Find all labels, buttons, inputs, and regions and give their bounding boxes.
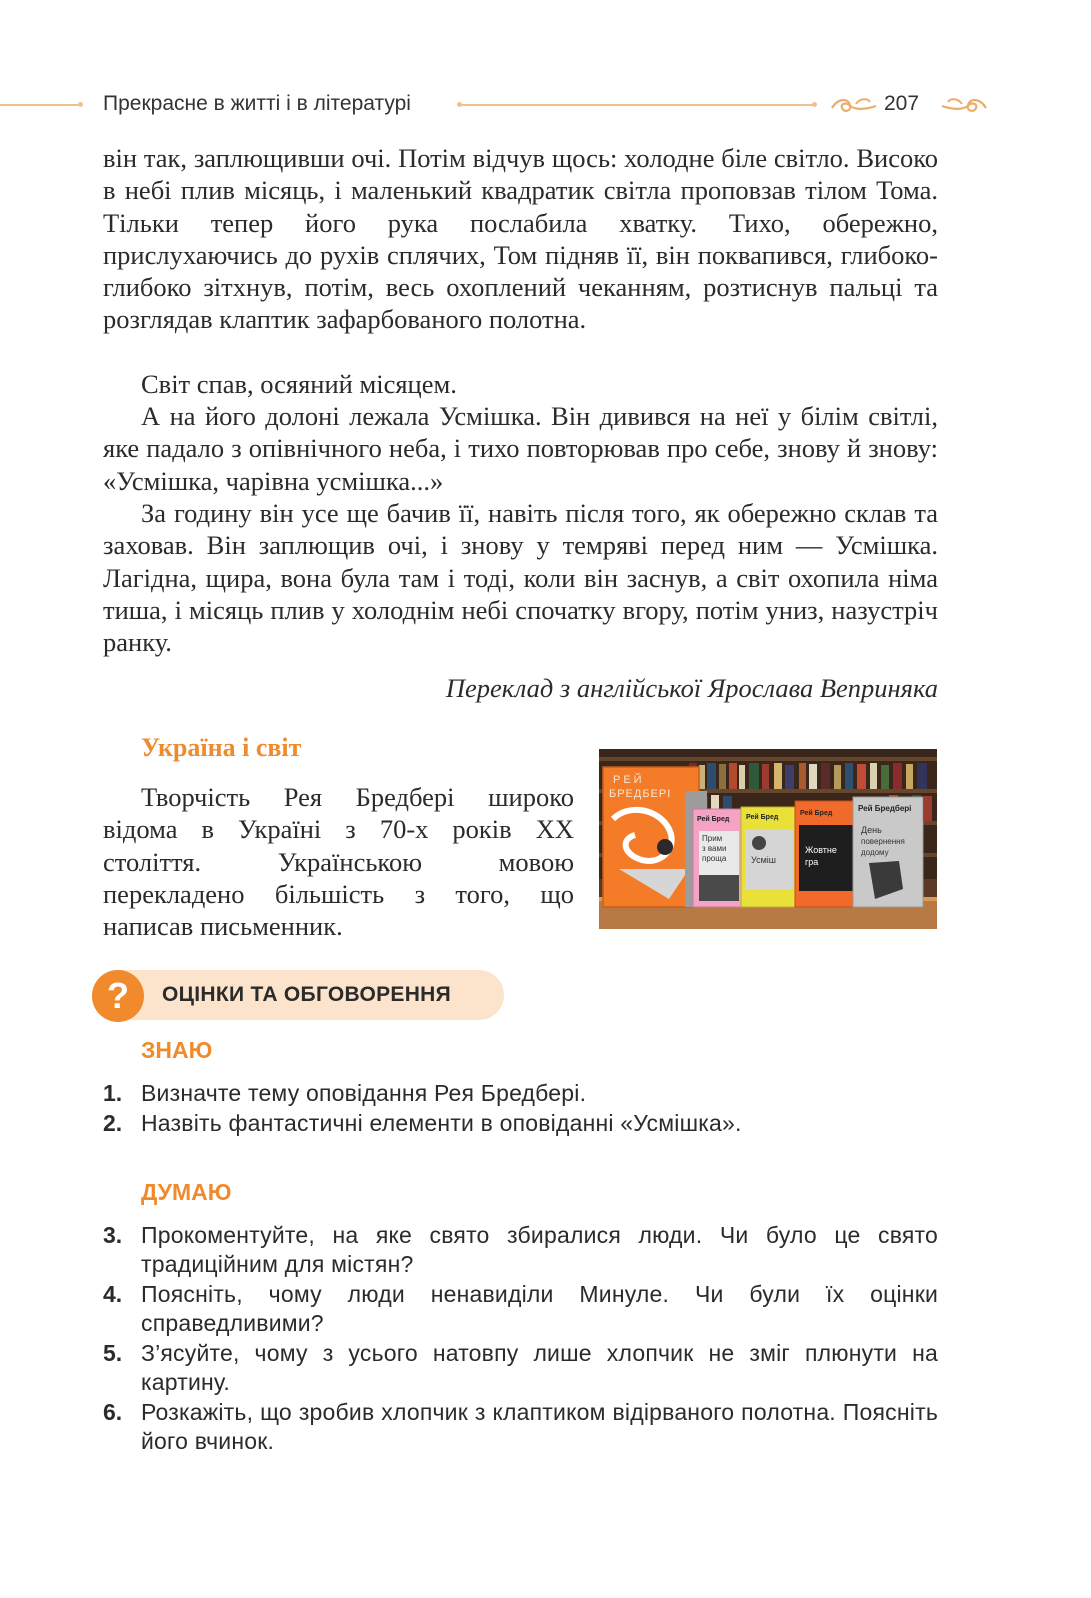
question-number: 4. (103, 1281, 123, 1307)
question-number: 6. (103, 1399, 123, 1425)
svg-text:Усміш: Усміш (751, 855, 777, 865)
translation-credit: Переклад з англійської Ярослава Веприняка (445, 673, 938, 703)
question-item (103, 1221, 938, 1279)
question-item (103, 1079, 938, 1108)
question-number: 3. (103, 1222, 123, 1248)
ornament-right-icon (938, 94, 988, 116)
ornament-left-icon (830, 94, 878, 116)
svg-text:Рей Бред: Рей Бред (746, 814, 779, 821)
question-item (103, 1339, 938, 1397)
story-paragraph: Світ спав, осяяний місяцем. (141, 369, 457, 399)
question-text: Розкажіть, що зробив хлопчик з клаптиком відірваного полотна. Поясніть його вчинок. (141, 1399, 938, 1454)
svg-text:повернення: повернення (861, 837, 905, 846)
question-text: Поясніть, чому люди ненавиділи Минуле. Чи були їх оцінки справедливими? (141, 1281, 938, 1336)
running-header-title: Прекрасне в житті і в літературі (103, 92, 411, 115)
story-paragraph: він так, заплющивши очі. Потім відчув щось: холодне біле світло. Високо в небі плив місяць, і маленький квадратик світла проповзав тілом Тома. Тільки тепер його рука послабила хватку. Тихо, обережно, прислухаючись до рухів сплячих, Том підняв її, він поквапився, глибоко-глибоко зітхнув, потім, весь охоплений чеканням, розтиснув пальці та розглядав клаптик зафарбованого полотна. (103, 143, 938, 335)
know-heading: ЗНАЮ (141, 1037, 213, 1063)
question-text: Визначте тему оповідання Рея Бредбері. (141, 1080, 587, 1106)
svg-text:гра: гра (805, 857, 819, 867)
page-number: 207 (884, 92, 920, 115)
question-item (103, 1109, 938, 1138)
header-rule-dot (812, 102, 817, 107)
header-rule-left (0, 104, 78, 106)
question-number: 2. (103, 1110, 123, 1136)
svg-text:проща: проща (702, 854, 727, 863)
header-rule-middle (462, 104, 814, 106)
svg-text:День: День (861, 825, 882, 835)
svg-text:РЕЙ: РЕЙ (613, 774, 645, 786)
sidebar-text: Творчість Рея Бредбері широко відома в Україні з 70-х років XX століття. Українською мовою перекладено більшість з того, що написав письменник. (103, 782, 574, 942)
question-text: Назвіть фантастичні елементи в оповіданні «Усмішка». (141, 1110, 742, 1136)
think-heading: ДУМАЮ (141, 1179, 232, 1205)
books-photo (599, 749, 937, 929)
question-item (103, 1398, 938, 1456)
question-item (103, 1280, 938, 1338)
svg-text:додому: додому (861, 848, 889, 857)
svg-text:Рей Бред: Рей Бред (697, 816, 730, 823)
story-paragraph: А на його долоні лежала Усмішка. Він дивився на неї у білім світлі, яке падало з опівнічного неба, і тихо повторював про себе, знову й знову: «Усмішка, чарівна усмішка...» (103, 401, 938, 496)
story-paragraph: За годину він усе ще бачив її, навіть після того, як обережно склав та заховав. Він заплющив очі, і знову у темряві перед ним — Усмішка. Лагідна, щира, вона була там і тоді, коли він заснув, а світ охопила німа тиша, і місяць плив у холоднім небі спочатку вгору, потім униз, назустріч ранку. (103, 498, 938, 658)
question-number: 5. (103, 1340, 123, 1366)
svg-text:Рей Бредбері: Рей Бредбері (858, 804, 912, 813)
question-mark-icon: ? (92, 970, 144, 1022)
svg-text:Жовтне: Жовтне (805, 845, 837, 855)
svg-text:БРЕДБЕРІ: БРЕДБЕРІ (609, 788, 672, 800)
svg-text:Прим: Прим (702, 834, 723, 843)
svg-text:Рей Бред: Рей Бред (800, 810, 833, 817)
svg-text:з вами: з вами (702, 844, 727, 853)
sidebar-title: Україна і світ (141, 733, 302, 762)
question-number: 1. (103, 1080, 123, 1106)
question-text: З’ясуйте, чому з усього натовпу лише хлопчик не зміг плюнути на картину. (141, 1340, 938, 1395)
question-text: Прокоментуйте, на яке свято збиралися люди. Чи було це свято традиційним для містян? (141, 1222, 938, 1277)
discussion-title: ОЦІНКИ ТА ОБГОВОРЕННЯ (162, 983, 452, 1006)
header-rule-dot (78, 102, 83, 107)
